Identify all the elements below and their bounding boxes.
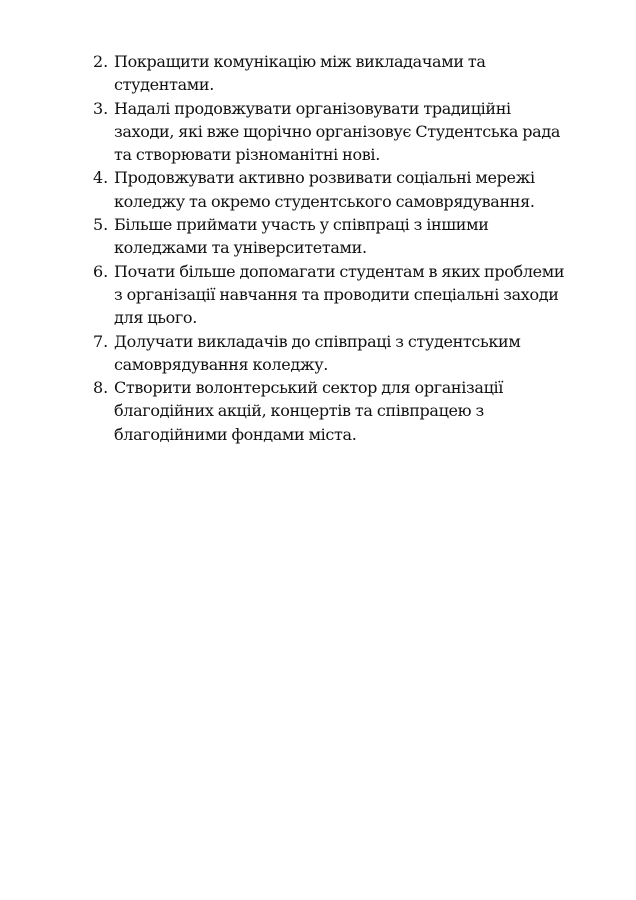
recommendations-list bbox=[93, 50, 593, 446]
item-text bbox=[114, 166, 593, 213]
list-item bbox=[93, 50, 593, 97]
item-text-line: Більше приймати участь у співпраці з іншими bbox=[114, 215, 489, 235]
list-item bbox=[93, 376, 593, 446]
item-text-line: Покращити комунікацію між викладачами та bbox=[114, 52, 486, 71]
item-text bbox=[114, 97, 593, 167]
item-text-line: Надалі продовжувати організовувати традиційні bbox=[114, 98, 511, 118]
item-text bbox=[114, 376, 593, 446]
item-text-line: студентами. bbox=[114, 75, 214, 95]
item-text-line: Створити волонтерський сектор для організації bbox=[114, 378, 504, 398]
list-item bbox=[93, 260, 593, 330]
item-text-line: та створювати різноманітні нові. bbox=[114, 145, 380, 165]
item-text-line: благодійними фондами міста. bbox=[114, 424, 357, 444]
item-text bbox=[114, 50, 593, 97]
item-number: 6. bbox=[93, 261, 109, 281]
item-number: 2. bbox=[93, 52, 109, 71]
list-item bbox=[93, 213, 593, 260]
item-text-line: коледжу та окремо студентського самоврядування. bbox=[114, 191, 535, 211]
item-number: 7. bbox=[93, 331, 109, 351]
item-text bbox=[114, 260, 593, 330]
item-text-line: з організації навчання та проводити спеціальні заходи bbox=[114, 284, 559, 304]
item-text-line: Почати більше допомагати студентам в яких проблеми bbox=[114, 261, 565, 281]
item-text-line: благодійних акцій, концертів та співпрацею з bbox=[114, 401, 484, 421]
list-item bbox=[93, 166, 593, 213]
item-text-line: Долучати викладачів до співпраці з студентським bbox=[114, 331, 521, 351]
item-text-line: Продовжувати активно розвивати соціальні мережі bbox=[114, 168, 535, 188]
item-text bbox=[114, 330, 593, 377]
item-text-line: заходи, які вже щорічно організовує Студентська рада bbox=[114, 121, 561, 141]
list-item bbox=[93, 97, 593, 167]
item-number: 5. bbox=[93, 215, 109, 235]
item-text-line: коледжами та університетами. bbox=[114, 238, 367, 258]
item-number: 3. bbox=[93, 98, 109, 118]
item-number: 4. bbox=[93, 168, 109, 188]
item-number: 8. bbox=[93, 378, 109, 398]
item-text-line: самоврядування коледжу. bbox=[114, 354, 329, 374]
item-text-line: для цього. bbox=[114, 308, 197, 328]
list-item bbox=[93, 330, 593, 377]
item-text bbox=[114, 213, 593, 260]
